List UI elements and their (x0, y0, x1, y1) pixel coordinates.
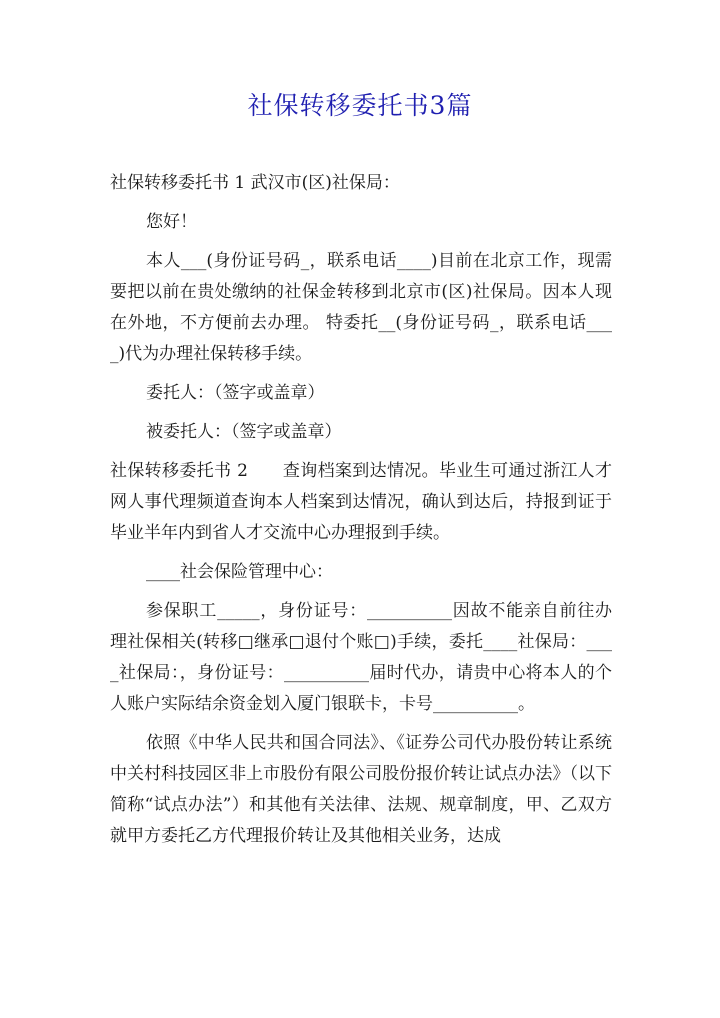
paragraph-agent-signature: 被委托人：（签字或盖章） (146, 422, 342, 442)
paragraph-insured-request: 参保职工_____，身份证号：__________因故不能亲自前往办理社保相关(转移□继承□退付个账□)手续，委托____社保局：____社保局：，身份证号：__________届时代办，请贵中心将本人的个人账户实际结余资金划入厦门银联卡，卡号__________。 (110, 601, 612, 714)
paragraph-request: 本人___(身份证号码_，联系电话____)目前在北京工作，现需要把以前在贵处缴纳的社保金转移到北京市(区)社保局。因本人现在外地，不方便前去办理。 特委托__(身份证号码_，联系电话____)代为办理社保转移手续。 (110, 251, 612, 364)
paragraph-heading-1: 社保转移委托书 1 武汉市(区)社保局： (110, 173, 400, 193)
paragraph-heading-2: 社保转移委托书 2 查询档案到达情况。毕业生可通过浙江人才网人事代理频道查询本人档案到达情况，确认到达后，持报到证于毕业半年内到省人才交流中心办理报到手续。 (110, 461, 612, 543)
paragraph-principal-signature: 委托人：（签字或盖章） (146, 383, 325, 403)
paragraph-addressee: ____社会保险管理中心： (146, 562, 333, 582)
document-body (110, 168, 612, 852)
document-title: 社保转移委托书3篇 (247, 91, 473, 120)
paragraph-legal-basis: 依照《中华人民共和国合同法》、《证券公司代办股份转让系统中关村科技园区非上市股份有限公司股份报价转让试点办法》（以下简称“试点办法”）和其他有关法律、法规、规章制度，甲、乙双方就甲方委托乙方代理报价转让及其他相关业务，达成 (110, 733, 612, 846)
paragraph-greeting: 您好！ (146, 212, 197, 232)
